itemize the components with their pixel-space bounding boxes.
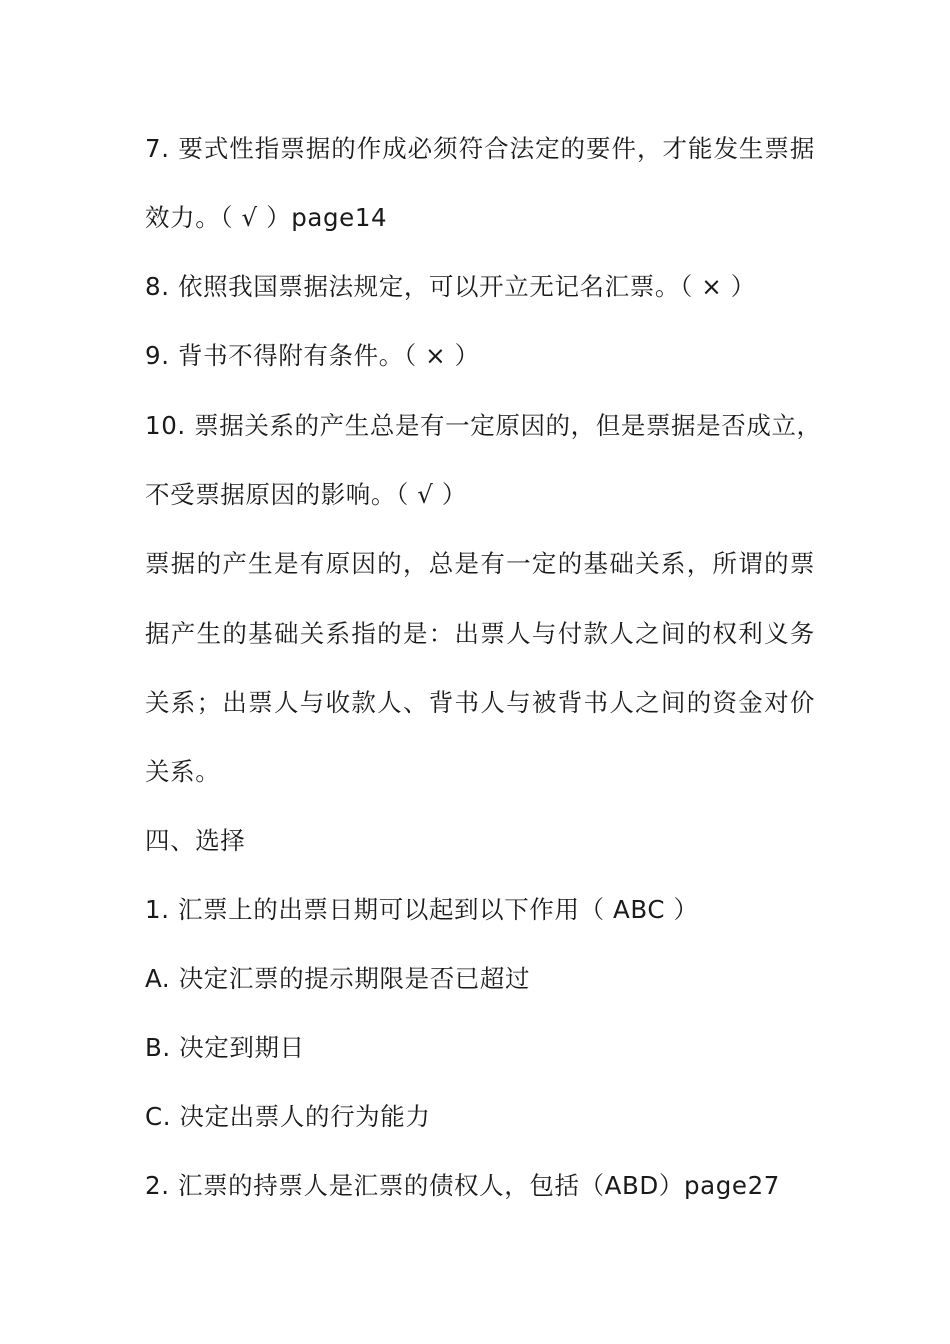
explanation-line-2: 据产生的基础关系指的是：出票人与付款人之间的权利义务 <box>145 619 815 648</box>
option-a: A. 决定汇票的提示期限是否已超过 <box>145 964 531 993</box>
question-8: 8. 依照我国票据法规定，可以开立无记名汇票。（ × ） <box>145 272 756 301</box>
question-7-line-2: 效力。（ √ ）page14 <box>145 203 388 232</box>
option-b: B. 决定到期日 <box>145 1033 305 1062</box>
explanation-line-1: 票据的产生是有原因的，总是有一定的基础关系，所谓的票 <box>145 549 815 578</box>
section-heading: 四、选择 <box>145 826 246 855</box>
explanation-line-3: 关系；出票人与收款人、背书人与被背书人之间的资金对价 <box>145 688 815 717</box>
question-10-line-2: 不受票据原因的影响。（ √ ） <box>145 480 467 509</box>
question-7-line-1: 7. 要式性指票据的作成必须符合法定的要件，才能发生票据 <box>145 134 815 163</box>
question-10-line-1: 10. 票据关系的产生总是有一定原因的，但是票据是否成立， <box>145 411 822 440</box>
question-9: 9. 背书不得附有条件。（ × ） <box>145 341 480 370</box>
option-c: C. 决定出票人的行为能力 <box>145 1102 431 1131</box>
choice-question-1: 1. 汇票上的出票日期可以起到以下作用（ ABC ） <box>145 895 699 924</box>
explanation-line-4: 关系。 <box>145 757 221 786</box>
choice-question-2: 2. 汇票的持票人是汇票的债权人，包括（ABD）page27 <box>145 1171 780 1200</box>
